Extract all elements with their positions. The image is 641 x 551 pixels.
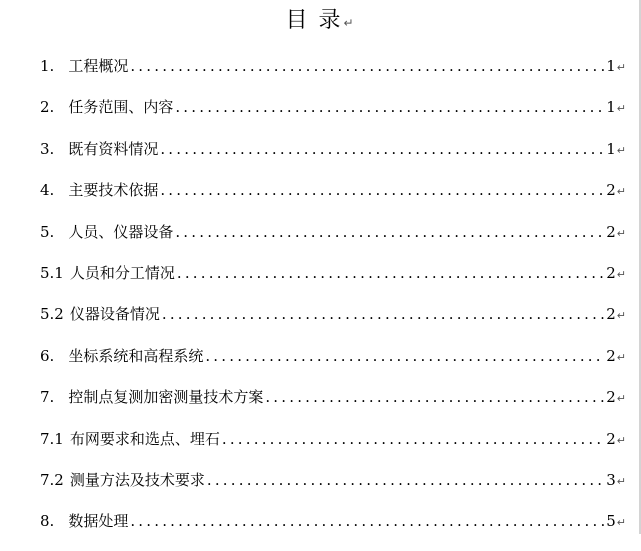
toc-entry-text: 主要技术依据 xyxy=(68,181,159,200)
toc-page-number: 5 xyxy=(606,512,616,531)
dot-leader xyxy=(175,220,604,244)
toc-entry-page xyxy=(606,261,626,287)
paragraph-mark-icon: ↵ xyxy=(616,516,626,530)
toc-page-number: 1 xyxy=(606,57,616,75)
paragraph-mark-icon: ↵ xyxy=(616,267,626,281)
paragraph-mark-icon: ↵ xyxy=(616,309,626,323)
toc-entry-text: 布网要求和选点、埋石 xyxy=(69,429,220,448)
dot-leader xyxy=(162,302,604,326)
table-of-contents xyxy=(40,54,626,551)
toc-entry-text: 控制点复测加密测量技术方案 xyxy=(68,388,264,407)
toc-entry-label xyxy=(40,95,173,119)
dot-leader xyxy=(130,509,604,533)
toc-entry-number: 2. xyxy=(40,98,55,117)
toc-page-number: 2 xyxy=(606,181,616,200)
paragraph-mark-icon: ↵ xyxy=(616,185,626,199)
toc-entry-page xyxy=(606,54,626,80)
toc-entry-text: 既有资料情况 xyxy=(68,139,159,158)
toc-entry-number: 1. xyxy=(40,57,55,75)
toc-entry-page xyxy=(606,509,626,535)
toc-entry-number: 6. xyxy=(40,346,55,365)
paragraph-mark-icon: ↵ xyxy=(616,102,626,116)
toc-entry-label xyxy=(40,302,160,326)
paragraph-mark-icon: ↵ xyxy=(616,474,626,488)
dot-leader xyxy=(175,95,604,119)
toc-entry-number: 3. xyxy=(40,139,55,158)
dot-leader xyxy=(177,261,604,285)
toc-page-number: 3 xyxy=(606,470,616,489)
toc-entry[interactable] xyxy=(40,95,626,136)
toc-entry-number: 7.1 xyxy=(40,429,64,448)
toc-title xyxy=(0,6,641,38)
toc-entry-label xyxy=(40,137,158,161)
toc-page-number: 2 xyxy=(606,222,616,241)
toc-entry-number: 5.2 xyxy=(40,305,64,324)
toc-entry-label xyxy=(40,427,220,451)
toc-entry-text: 任务范围、内容 xyxy=(68,98,174,117)
paragraph-mark-icon: ↵ xyxy=(616,61,626,74)
dot-leader xyxy=(222,427,604,451)
toc-entry-page xyxy=(606,137,626,163)
toc-entry-number: 4. xyxy=(40,181,55,200)
toc-entry[interactable] xyxy=(40,54,626,95)
toc-entry-label xyxy=(40,385,263,409)
toc-entry-label xyxy=(40,509,128,533)
toc-entry-page xyxy=(606,427,626,453)
toc-entry[interactable] xyxy=(40,261,626,302)
toc-entry[interactable] xyxy=(40,344,626,385)
toc-entry-label xyxy=(40,220,173,244)
toc-page-number: 2 xyxy=(606,305,616,324)
toc-entry-page xyxy=(606,344,626,370)
toc-entry-page xyxy=(606,220,626,246)
toc-entry-label xyxy=(40,54,128,78)
toc-page-number: 1 xyxy=(606,98,616,117)
toc-entry-number: 8. xyxy=(40,512,55,531)
toc-entry-text: 工程概况 xyxy=(68,57,129,75)
dot-leader xyxy=(207,468,604,492)
toc-entry-page xyxy=(606,302,626,328)
paragraph-mark-icon: ↵ xyxy=(616,392,626,406)
toc-entry-page xyxy=(606,468,626,494)
toc-entry[interactable] xyxy=(40,137,626,178)
toc-entry-page xyxy=(606,178,626,204)
toc-entry[interactable] xyxy=(40,468,626,509)
toc-entry-text: 坐标系统和高程系统 xyxy=(68,346,204,365)
toc-entry-number: 7. xyxy=(40,388,55,407)
toc-entry-text: 测量方法及技术要求 xyxy=(69,470,205,489)
toc-entry[interactable] xyxy=(40,509,626,550)
paragraph-mark-icon: ↵ xyxy=(616,433,626,447)
toc-entry[interactable] xyxy=(40,385,626,426)
paragraph-mark-icon: ↵ xyxy=(616,350,626,364)
dot-leader xyxy=(160,137,604,161)
toc-entry-label xyxy=(40,261,175,285)
toc-entry[interactable] xyxy=(40,427,626,468)
toc-page-number: 2 xyxy=(606,263,616,282)
toc-title-text: 目 录 xyxy=(285,8,343,33)
toc-page-number: 1 xyxy=(606,139,616,158)
toc-entry-number: 7.2 xyxy=(40,470,64,489)
toc-entry-text: 人员和分工情况 xyxy=(69,263,175,282)
toc-entry-label xyxy=(40,344,203,368)
toc-entry-page xyxy=(606,385,626,411)
toc-entry-number: 5.1 xyxy=(40,263,64,282)
toc-entry[interactable] xyxy=(40,178,626,219)
toc-entry-label xyxy=(40,468,205,492)
toc-entry-text: 数据处理 xyxy=(68,512,129,531)
toc-entry[interactable] xyxy=(40,302,626,343)
paragraph-mark-icon: ↵ xyxy=(616,143,626,157)
toc-entry-label xyxy=(40,178,158,202)
paragraph-mark-icon: ↵ xyxy=(616,226,626,240)
dot-leader xyxy=(265,385,604,409)
toc-page-number: 2 xyxy=(606,388,616,407)
dot-leader xyxy=(130,54,604,78)
toc-entry-text: 仪器设备情况 xyxy=(69,305,160,324)
dot-leader xyxy=(205,344,604,368)
toc-page-number: 2 xyxy=(606,346,616,365)
toc-page-number: 2 xyxy=(606,429,616,448)
paragraph-mark-icon: ↵ xyxy=(343,16,356,30)
toc-entry-number: 5. xyxy=(40,222,55,241)
toc-entry[interactable] xyxy=(40,220,626,261)
toc-entry-page xyxy=(606,95,626,121)
toc-entry-text: 人员、仪器设备 xyxy=(68,222,174,241)
dot-leader xyxy=(160,178,604,202)
